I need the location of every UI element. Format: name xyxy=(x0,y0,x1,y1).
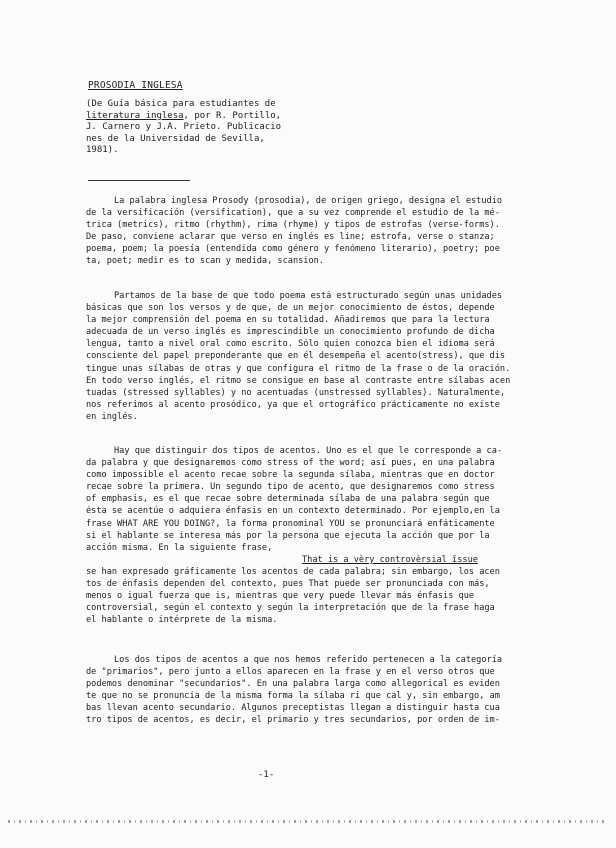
source-authors: , por R. Portillo, xyxy=(183,110,282,121)
text-line: En todo verso inglés, el ritmo se consigue en base al contraste entre sílabas acen xyxy=(86,375,511,386)
text-line: tro tipos de acentos, es decir, el primario y tres secundarios, por orden de im- xyxy=(86,715,500,726)
text-line: ésta se acentúe o adquiera énfasis en un contexto determinado. Por ejemplo,en la xyxy=(86,506,500,517)
source-line xyxy=(86,111,296,123)
text-line: poema, poem; la poesía (entendida como género y fenómeno literario), poetry; poe xyxy=(86,244,500,255)
text-line: tingue unas sílabas de otras y que configura el ritmo de la frase o de la oración. xyxy=(86,363,511,374)
text-line: si el hablante se interesa más por la persona que ejecuta la acción que por la xyxy=(86,530,490,541)
text-line: tuadas (stressed syllables) y no acentuadas (unstressed syllables). Naturalmente, xyxy=(86,387,506,398)
text-line: básicas que son los versos y de que, de un mejor conocimiento de éstos, depende xyxy=(86,303,495,314)
text-line: de la versificación (versification), que a su vez comprende el estudio de la mé- xyxy=(86,208,500,219)
paragraph-2 xyxy=(86,290,538,423)
paragraph-3 xyxy=(86,445,538,626)
source-line: J. Carnero y J.A. Prieto. Publicacio xyxy=(86,122,282,133)
text-line: recae sobre la primera. Un segundo tipo de acento, que designaremos como stress xyxy=(86,482,495,493)
text-line: consciente del papel preponderante que en él desempeña el acento(stress), que dis xyxy=(86,351,506,362)
text-line: menos o igual fuerza que is, mientras que very puede llevar más énfasis que xyxy=(86,591,475,602)
text-line: da palabra y que designaremos como stress of the word; así pues, en una palabra xyxy=(86,458,495,469)
text-line: te que no se pronuncia de la misma forma la sílaba ri que cal y, sin embargo, am xyxy=(86,691,500,702)
text-line: bas llevan acento secundario. Algunos preceptistas llegan a distinguir hasta cua xyxy=(86,703,500,714)
text-line: trica (metrics), ritmo (rhythm), rima (rhyme) y tipos de estrofas (verse-forms). xyxy=(86,220,500,231)
source-citation xyxy=(86,99,296,157)
page-title: PROSODIA INGLESA xyxy=(88,80,183,91)
source-line: 1981). xyxy=(86,145,119,156)
text-line: de "primarios", pero junto a ellos aparecen en la frase y en el verso otros que xyxy=(86,667,495,678)
text-line: controversial, según el contexto y según la interpretación que de la frase haga xyxy=(86,603,495,614)
section-divider xyxy=(88,180,190,181)
text-line: of emphasis, es el que recae sobre determinada sílaba de una palabra según que xyxy=(86,494,490,505)
paragraph-4 xyxy=(86,654,538,727)
text-line: frase WHAT ARE YOU DOING?, la forma pronominal YOU se pronunciará enfáticamente xyxy=(86,518,495,529)
source-book-title: literatura inglesa xyxy=(86,110,184,121)
page-number: -1- xyxy=(258,770,275,780)
text-line: Los dos tipos de acentos a que nos hemos referido pertenecen a la categoría xyxy=(114,655,503,665)
text-line: la mejor comprensión del poema en su totalidad. Añadiremos que para la lectura xyxy=(86,315,490,326)
text-line: De paso, conviene aclarar que verso en inglés es line; estrofa, verse o stanza; xyxy=(86,232,495,243)
text-line: Partamos de la base de que todo poema está estructurado según unas unidades xyxy=(114,291,503,301)
text-line: en inglés. xyxy=(86,411,138,422)
text-line: tos de énfasis dependen del contexto, pues That puede ser pronunciada con más, xyxy=(86,579,490,590)
text-line: acción misma. En la siguiente frase, xyxy=(86,542,273,553)
text-line: adecuada de un verso inglés es imprescindible un conocimiento profundo de dicha xyxy=(86,327,495,338)
paragraph-1 xyxy=(86,195,538,268)
text-line: podemos denominar "secundarios". En una palabra larga como allegorical es eviden xyxy=(86,679,500,690)
text-line: el hablante o intérprete de la misma. xyxy=(86,615,278,626)
example-sentence: That is a vèry controvèrsial îssue xyxy=(302,554,478,565)
text-line: lengua, tanto a nivel oral como escrito. Sólo quien conozca bien el idioma será xyxy=(86,339,495,350)
source-line: nes de la Universidad de Sevilla, xyxy=(86,133,265,144)
text-line: La palabra inglesa Prosody (prosodia), de origen griego, designa el estudio xyxy=(114,196,503,206)
text-line: como impossible el acento recae sobre la segunda sílaba, mientras que en doctor xyxy=(86,470,495,481)
text-line: nos referimos al acento prosódico, ya que el ortográfico prácticamente no existe xyxy=(86,399,500,410)
source-line: (De Guía básica para estudiantes de xyxy=(86,99,276,109)
text-line: se han expresado gráficamente los acentos de cada palabra; sin embargo, los acen xyxy=(86,566,500,577)
scan-artifact xyxy=(8,820,606,823)
text-line: Hay que distinguir dos tipos de acentos. Uno es el que le corresponde a ca- xyxy=(114,446,503,456)
text-line: ta, poet; medir es to scan y medida, scansion. xyxy=(86,256,324,267)
